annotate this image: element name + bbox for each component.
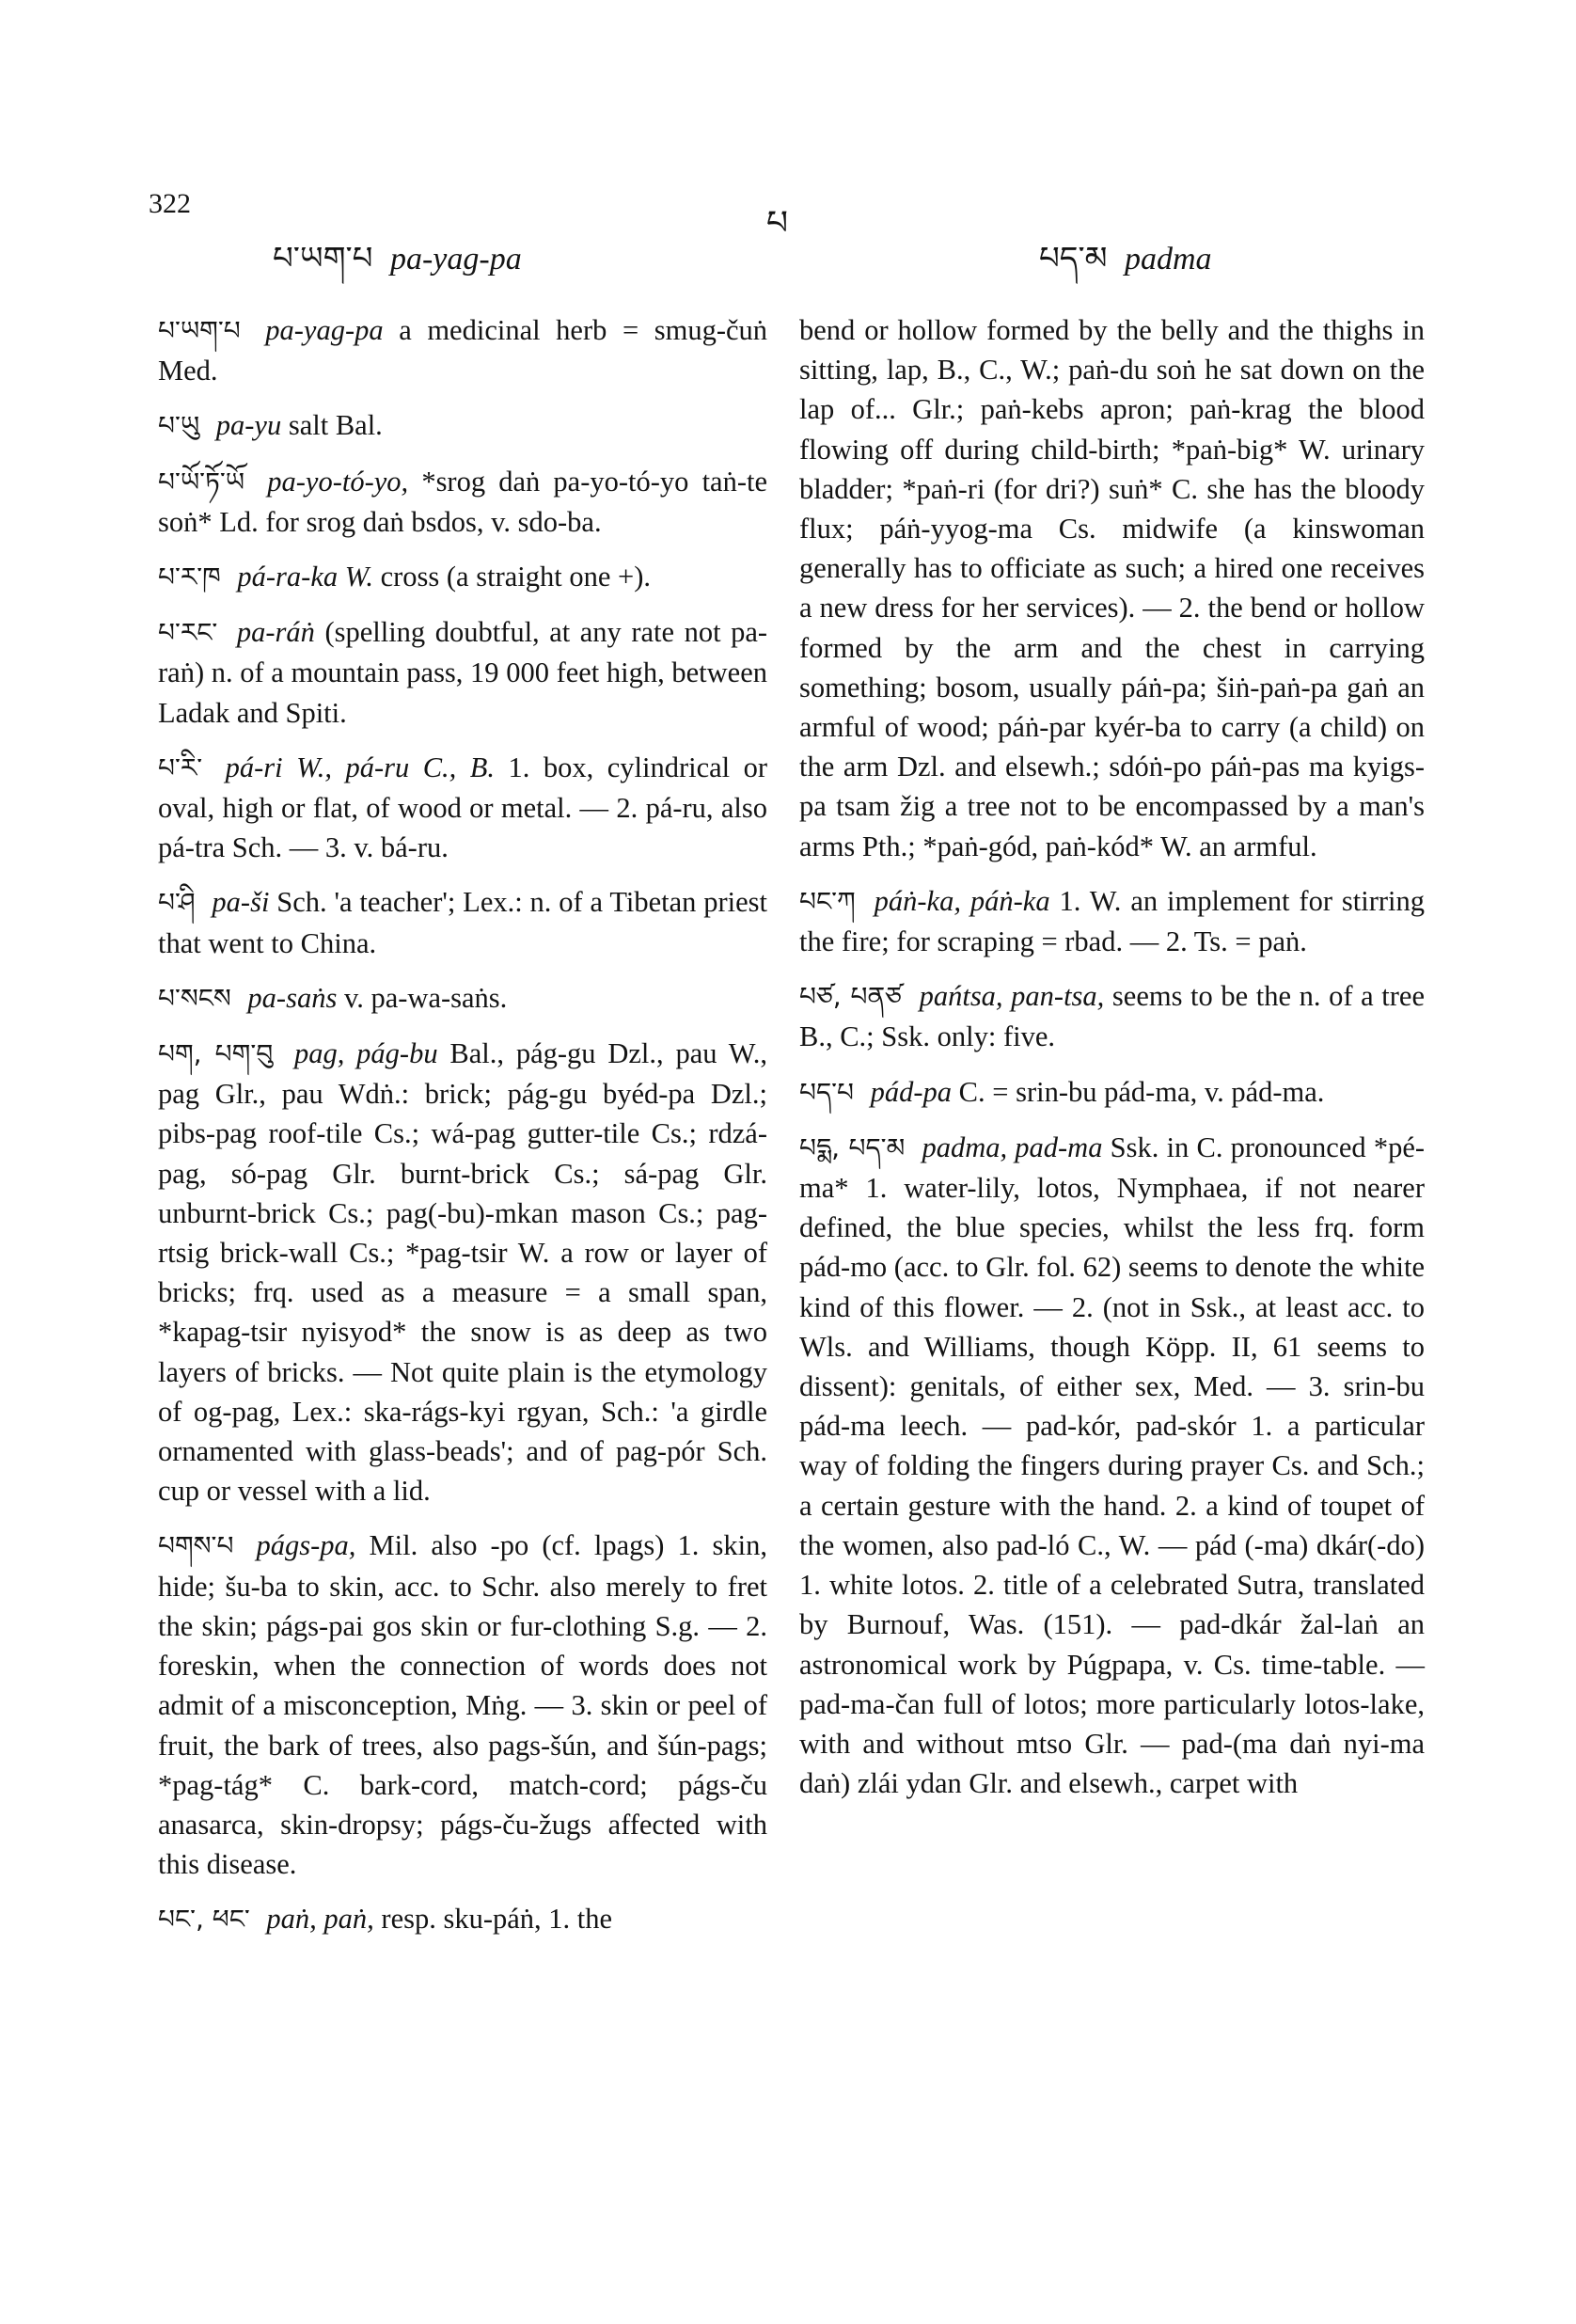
entry-tibetan: པཙ, པནཙ [799,981,902,1013]
entry-definition: v. pa-wa-saṅs. [343,981,508,1014]
entry-definition: Ssk. in C. pronounced *pé-ma* 1. water-lily, lotos, Nymphaea, if not nearer defined, the blue species, whilst the less frq. form pád-mo (acc. to Glr. fol. 62) seems to denote the white kind of this flower. — 2. (not in Ssk., at least acc. to Wls. and Williams, though Köpp. II, 61 seems to dissent): genitals, of either sex, Med. — 3. srin-bu pád-ma leech. — pad-kór, pad-skór 1. a particular way of folding the fingers during prayer Cs. and Sch.; a certain gesture with the hand. 2. a kind of toupet of the women, also pad-ló C., W. — pád (-ma) dkár(-do) 1. white lotos. 2. title of a celebrated Sutra, translated by Burnouf, Was. (151). — pad-dkár žal-laṅ an astronomical work by Púgpapa, v. Cs. time-table. — pad-ma-čan full of lotos; more particularly lotos-lake, with and without mtso Glr. — pad-(ma daṅ nyi-ma daṅ) zlái ydan Glr. and elsewh., carpet with [799,1130,1426,1800]
dictionary-entry [158,1899,767,1939]
dictionary-entry [799,976,1425,1056]
entry-headword: pag, pág-bu [293,1037,438,1070]
running-head-right-roman: padma [1125,242,1212,277]
entry-definition: 1. box, cylindrical or oval, high or flat, of wood or metal. — 2. pá-ru, also pá-tra Sch. — 3. v. bá-ru. [158,751,768,864]
entry-definition: Mil. also -po (cf. lpags) 1. skin, hide; šu-ba to skin, acc. to Schr. also merely to fret the skin; págs-pai gos skin or fur-clothing S.g. — 2. foreskin, when the connection of words does not admit of a misconception, Mṅg. — 3. skin or peel of fruit, the bark of trees, also pags-šún, and šún-pags; *pag-tág* C. bark-cord, match-cord; págs-ču anasarca, skin-dropsy; págs-ču-žugs affected with this disease. [158,1529,767,1881]
running-head-right-tibetan: པད་མ [1039,240,1108,277]
dictionary-entry [158,405,767,446]
dictionary-entry [158,1034,767,1510]
section-letter: པ [766,204,789,243]
entry-headword: pád-pa [870,1075,953,1108]
entry-definition: resp. sku-páṅ, 1. the [381,1903,613,1936]
left-column [158,310,767,1940]
running-head-left-roman: pa-yag-pa [389,242,522,277]
entry-headword: pańtsa, pan-tsa, [919,980,1105,1013]
right-column [799,310,1425,1803]
entry-headword: pá-ra-ka W. [237,561,373,593]
dictionary-entry [799,881,1425,961]
dictionary-entry [799,1072,1425,1113]
entry-tibetan: པ་རང་ [158,617,218,649]
entry-tibetan: པ་རི་ [158,751,203,783]
entry-definition: C. = srin-bu pád-ma, v. pád-ma. [958,1075,1325,1108]
entry-headword: páṅ-ka, páṅ-ka [874,884,1050,917]
entry-tibetan: པ་ར་ཁ [158,561,221,593]
entry-headword: pa-saṅs [247,981,338,1014]
entry-definition: seems to be the n. of a tree B., C.; Ssk. only: five. [799,980,1425,1053]
entry-tibetan: པདྨ, པད་མ [799,1131,906,1163]
entry-tibetan: པ་ཡག་པ [158,315,241,346]
dictionary-entry [158,978,767,1019]
entry-tibetan: པད་པ [799,1076,854,1108]
entry-tibetan: པང་, ཕང་ [158,1904,250,1936]
entry-headword: págs-pa, [256,1529,356,1562]
dictionary-entry [158,462,767,542]
entry-definition: Bal., pág-gu Dzl., pau W., pag Glr., pau Wdṅ.: brick; pág-gu byéd-pa Dzl.; pibs-pag roof-tile Cs.; wá-pag gutter-tile Cs.; rdzá-pag, só-pag Glr. burnt-brick Cs.; sá-pag Glr. unburnt-brick Cs.; pag(-bu)-mkan mason Cs.; pag-rtsig brick-wall Cs.; *pag-tsir W. a row or layer of bricks; frq. used as a measure = a small span, *kapag-tsir nyisyod* the snow is as deep as two layers of bricks. — Not quite plain is the etymology of og-pag, Lex.: ska-rágs-kyi rgyan, Sch.: 'a girdle ornamented with glass-beads'; and of pag-pór Sch. cup or vessel with a lid. [158,1037,768,1508]
entry-tibetan: པ་ཡོ་ཏོ་ཡོ [158,466,245,498]
dictionary-entry [158,748,767,868]
running-head-left [273,222,522,312]
running-head-right [1039,222,1212,312]
entry-definition: salt Bal. [288,409,383,442]
entry-tibetan: པང་ཀ [799,885,856,917]
entry-definition: a medicinal herb = smug-čuṅ Med. [158,314,768,387]
entry-headword: paṅ, paṅ, [266,1903,374,1936]
entry-headword: pa-ráṅ [236,616,315,649]
entry-definition: bend or hollow formed by the belly and the thighs in sitting, lap, B., C., W.; paṅ-du soṅ he sat down on the lap of... Glr.; paṅ-kebs apron; paṅ-krag the blood flowing off during child-birth; *paṅ-big* W. urinary bladder; *paṅ-ri (for dri?) suṅ* C. she has the bloody flux; páṅ-yyog-ma Cs. midwife (a kinswoman generally has to officiate as such; a hired one receives a new dress for her services). — 2. the bend or hollow formed by the arm and the chest in carrying something; bosom, usually páṅ-pa; šiṅ-paṅ-pa gaṅ an armful of wood; páṅ-par kyér-ba to carry (a child) on the arm Dzl. and elsewh.; sdóṅ-po páṅ-pas ma kyigs-pa tsam žig a tree not to be encompassed by a man's arms Pth.; *paṅ-gód, paṅ-kód* W. an armful. [799,314,1425,862]
dictionary-entry [799,1128,1425,1803]
entry-definition: Sch. 'a teacher'; Lex.: n. of a Tibetan priest that went to China. [158,886,767,959]
entry-definition: *srog daṅ pa-yo-tó-yo taṅ-te soṅ* Ld. for srog daṅ bsdos, v. sdo-ba. [158,465,767,538]
entry-headword: pa-yu [215,409,282,442]
entry-headword: pa-yo-tó-yo, [267,465,409,498]
dictionary-entry [158,310,767,390]
dictionary-entry [158,557,767,597]
dictionary-entry [158,882,767,962]
entry-tibetan: པ་སངས [158,982,231,1014]
entry-definition: (spelling doubtful, at any rate not pa-raṅ) n. of a mountain pass, 19 000 feet high, between Ladak and Spiti. [158,616,768,729]
entry-tibetan: པག, པག་བུ [158,1038,274,1070]
entry-headword: padma, pad-ma [922,1130,1103,1163]
running-head-left-tibetan: པ་ཡག་པ [273,240,373,277]
entry-tibetan: པ་ཡུ [158,410,200,442]
entry-headword: pá-ri W., pá-ru C., B. [225,751,496,783]
entry-tibetan: པ་ཤི [158,887,196,919]
page-number: 322 [149,188,191,219]
dictionary-entry-continuation [799,310,1425,866]
entry-headword: pa-ši [212,886,270,919]
entry-definition: 1. W. an implement for stirring the fire; for scraping = rbad. — 2. Ts. = paṅ. [799,884,1426,958]
dictionary-entry [158,612,767,733]
dictionary-entry [158,1526,767,1884]
entry-tibetan: པགས་པ [158,1530,234,1562]
entry-headword: pa-yag-pa [265,314,384,346]
entry-definition: cross (a straight one +). [380,561,651,593]
